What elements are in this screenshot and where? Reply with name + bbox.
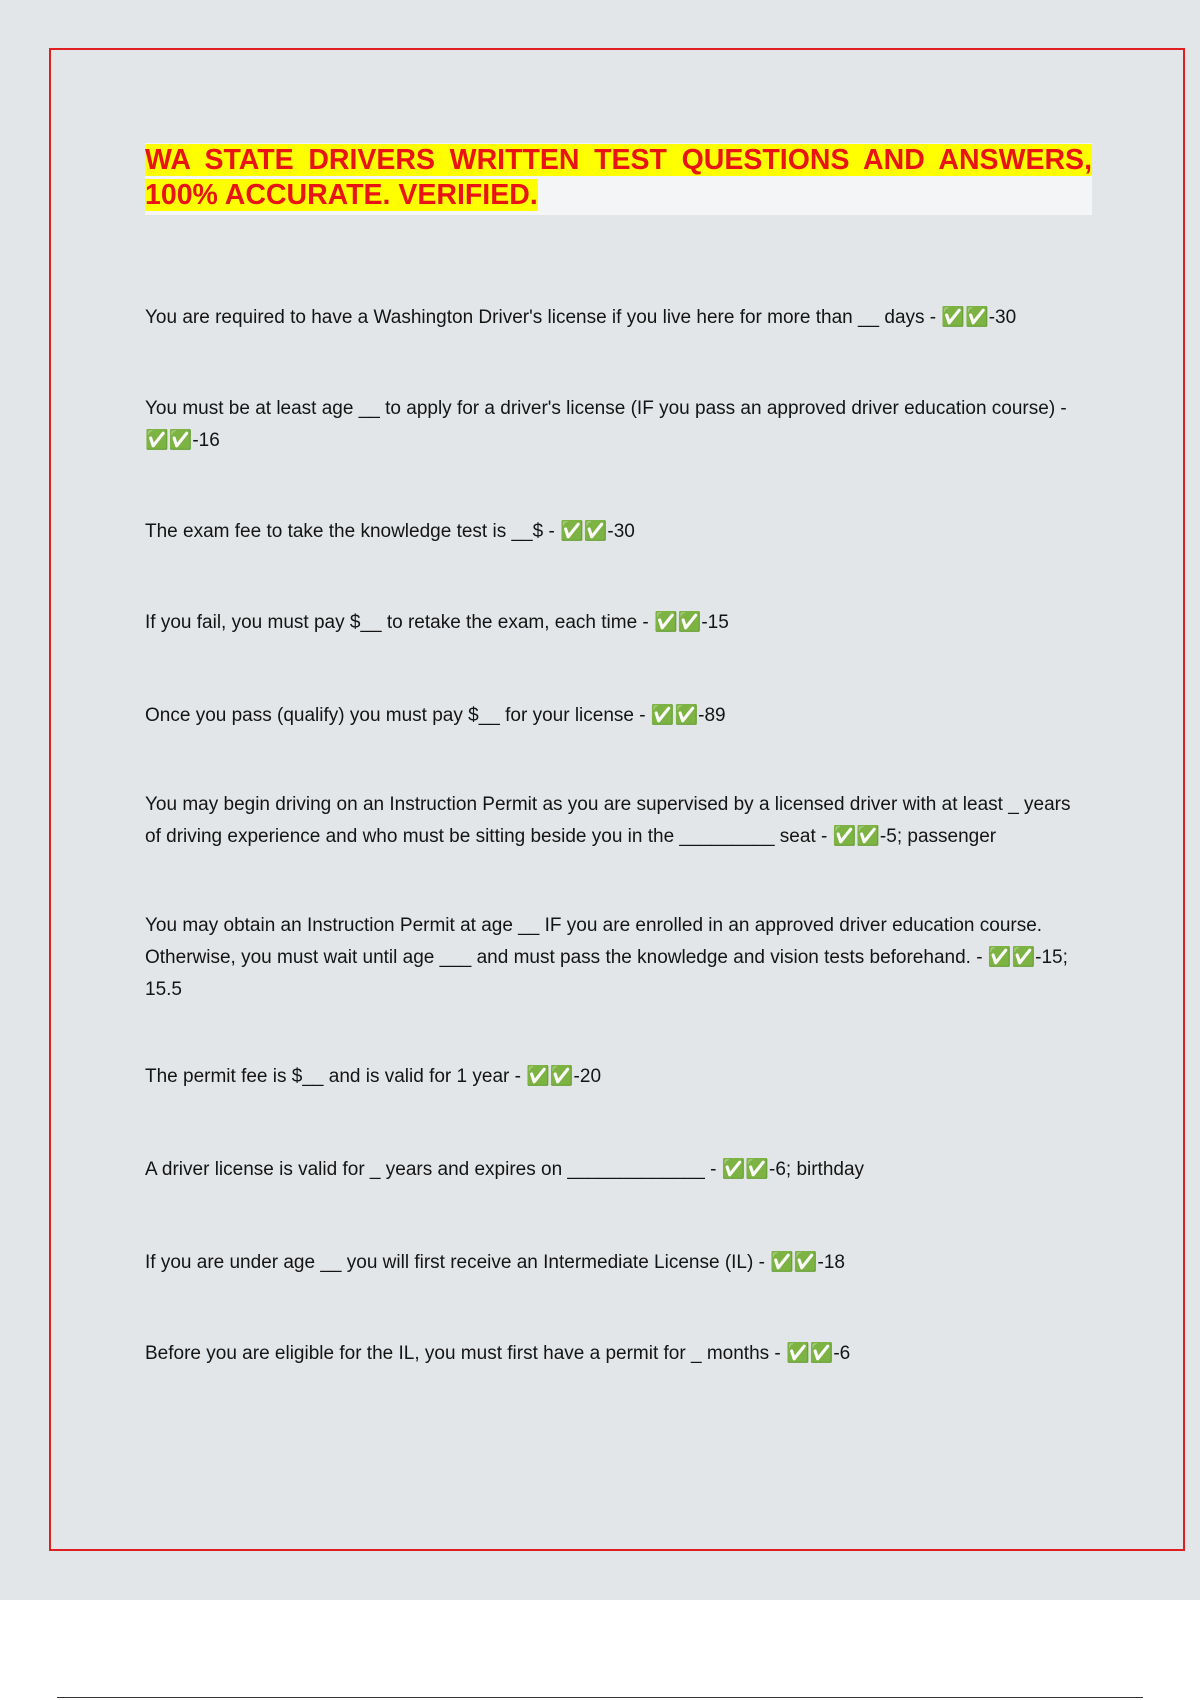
qa-item-1: You are required to have a Washington Driver's license if you live here for more than __ days - ✅✅-30: [145, 307, 1017, 328]
qa-item-8: The permit fee is $__ and is valid for 1 year - ✅✅-20: [145, 1066, 602, 1087]
qa-item-6: You may begin driving on an Instruction Permit as you are supervised by a licensed driver with at least _ years of driving experience and who must be sitting beside you in the _________ seat - ✅✅-5; passenger: [145, 794, 1071, 847]
footer-divider: [57, 1697, 1143, 1698]
qa-item-5: Once you pass (qualify) you must pay $__ for your license - ✅✅-89: [145, 705, 726, 726]
qa-item-4: If you fail, you must pay $__ to retake the exam, each time - ✅✅-15: [145, 612, 729, 633]
qa-item-10: If you are under age __ you will first receive an Intermediate License (IL) - ✅✅-18: [145, 1252, 845, 1273]
qa-item-11: Before you are eligible for the IL, you must first have a permit for _ months - ✅✅-6: [145, 1343, 851, 1364]
qa-item-9: A driver license is valid for _ years and expires on _____________ - ✅✅-6; birthday: [145, 1159, 865, 1180]
title-block: [145, 143, 1092, 215]
document-title: WA STATE DRIVERS WRITTEN TEST QUESTIONS AND ANSWERS, 100% ACCURATE. VERIFIED.: [145, 144, 1092, 211]
qa-item-7: You may obtain an Instruction Permit at age __ IF you are enrolled in an approved driver education course. Otherwise, you must wait until age ___ and must pass the knowledge and vision tests beforehand. - ✅✅-15; 15.5: [145, 915, 1068, 1000]
qa-item-3: The exam fee to take the knowledge test is __$ - ✅✅-30: [145, 521, 635, 542]
qa-item-2: You must be at least age __ to apply for a driver's license (IF you pass an approved driver education course) - ✅✅-16: [145, 398, 1067, 451]
